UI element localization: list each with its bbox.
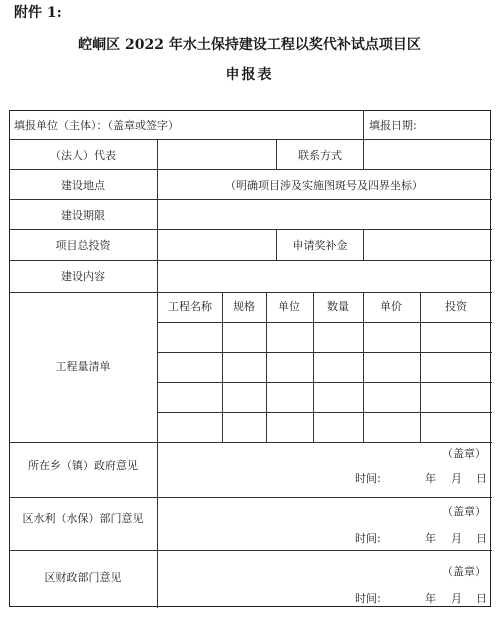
column-header-spec: 规格: [233, 300, 255, 313]
column-divider: [363, 229, 364, 260]
column-divider: [276, 139, 277, 169]
row-divider: [10, 229, 492, 230]
row-divider: [157, 322, 492, 323]
subsidy-label: 申请奖补金: [292, 239, 348, 252]
column-divider: [420, 292, 421, 442]
column-divider: [276, 229, 277, 260]
column-header-unit-price: 单价: [380, 300, 402, 313]
attachment-label: 附件 1:: [14, 5, 62, 21]
application-form-table: [9, 110, 491, 607]
row-divider: [10, 550, 492, 551]
row-divider: [10, 199, 492, 200]
year-label: 年: [425, 472, 436, 485]
column-header-investment: 投资: [445, 300, 467, 313]
fill-date-label: 填报日期:: [369, 119, 417, 132]
contact-label: 联系方式: [298, 149, 342, 162]
day-label: 日: [476, 532, 487, 545]
year-label: 年: [425, 532, 436, 545]
total-investment-label: 项目总投资: [55, 239, 111, 252]
seal-note: （盖章）: [442, 505, 486, 518]
day-label: 日: [476, 592, 487, 605]
column-divider: [363, 292, 364, 442]
time-label: 时间:: [355, 592, 381, 605]
month-label: 月: [451, 592, 462, 605]
location-hint: （明确项目涉及实施图斑号及四界坐标）: [225, 179, 423, 192]
seal-note: （盖章）: [442, 565, 486, 578]
day-label: 日: [476, 472, 487, 485]
row-divider: [10, 260, 492, 261]
finance-opinion-label: 区财政部门意见: [44, 571, 122, 584]
month-label: 月: [451, 532, 462, 545]
row-divider: [157, 352, 492, 353]
quantity-list-label: 工程量清单: [55, 360, 111, 373]
form-subtitle: 申报表: [225, 67, 274, 83]
column-divider: [313, 292, 314, 442]
time-label: 时间:: [355, 472, 381, 485]
applicant-unit-label: 填报单位（主体）：（盖章或签字）: [14, 119, 179, 132]
column-header-project-name: 工程名称: [168, 300, 212, 313]
column-divider: [266, 292, 267, 442]
column-divider: [222, 292, 223, 442]
form-title: 崆峒区 2022 年水土保持建设工程以奖代补试点项目区: [78, 37, 421, 53]
column-divider: [363, 111, 364, 139]
water-opinion-label: 区水利（水保）部门意见: [22, 512, 144, 525]
row-divider: [157, 382, 492, 383]
seal-note: （盖章）: [442, 447, 486, 460]
township-opinion-label: 所在乡（镇）政府意见: [28, 459, 138, 472]
column-header-quantity: 数量: [327, 300, 349, 313]
row-divider: [10, 139, 492, 140]
row-divider: [157, 412, 492, 413]
legal-rep-label: （法人）代表: [50, 149, 116, 162]
month-label: 月: [451, 472, 462, 485]
location-label: 建设地点: [61, 179, 105, 192]
period-label: 建设期限: [61, 209, 105, 222]
column-divider: [363, 139, 364, 169]
column-header-unit: 单位: [278, 300, 300, 313]
time-label: 时间:: [355, 532, 381, 545]
year-label: 年: [425, 592, 436, 605]
row-divider: [10, 169, 492, 170]
column-divider: [157, 139, 158, 608]
content-label: 建设内容: [61, 270, 105, 283]
row-divider: [10, 442, 492, 443]
row-divider: [10, 497, 492, 498]
